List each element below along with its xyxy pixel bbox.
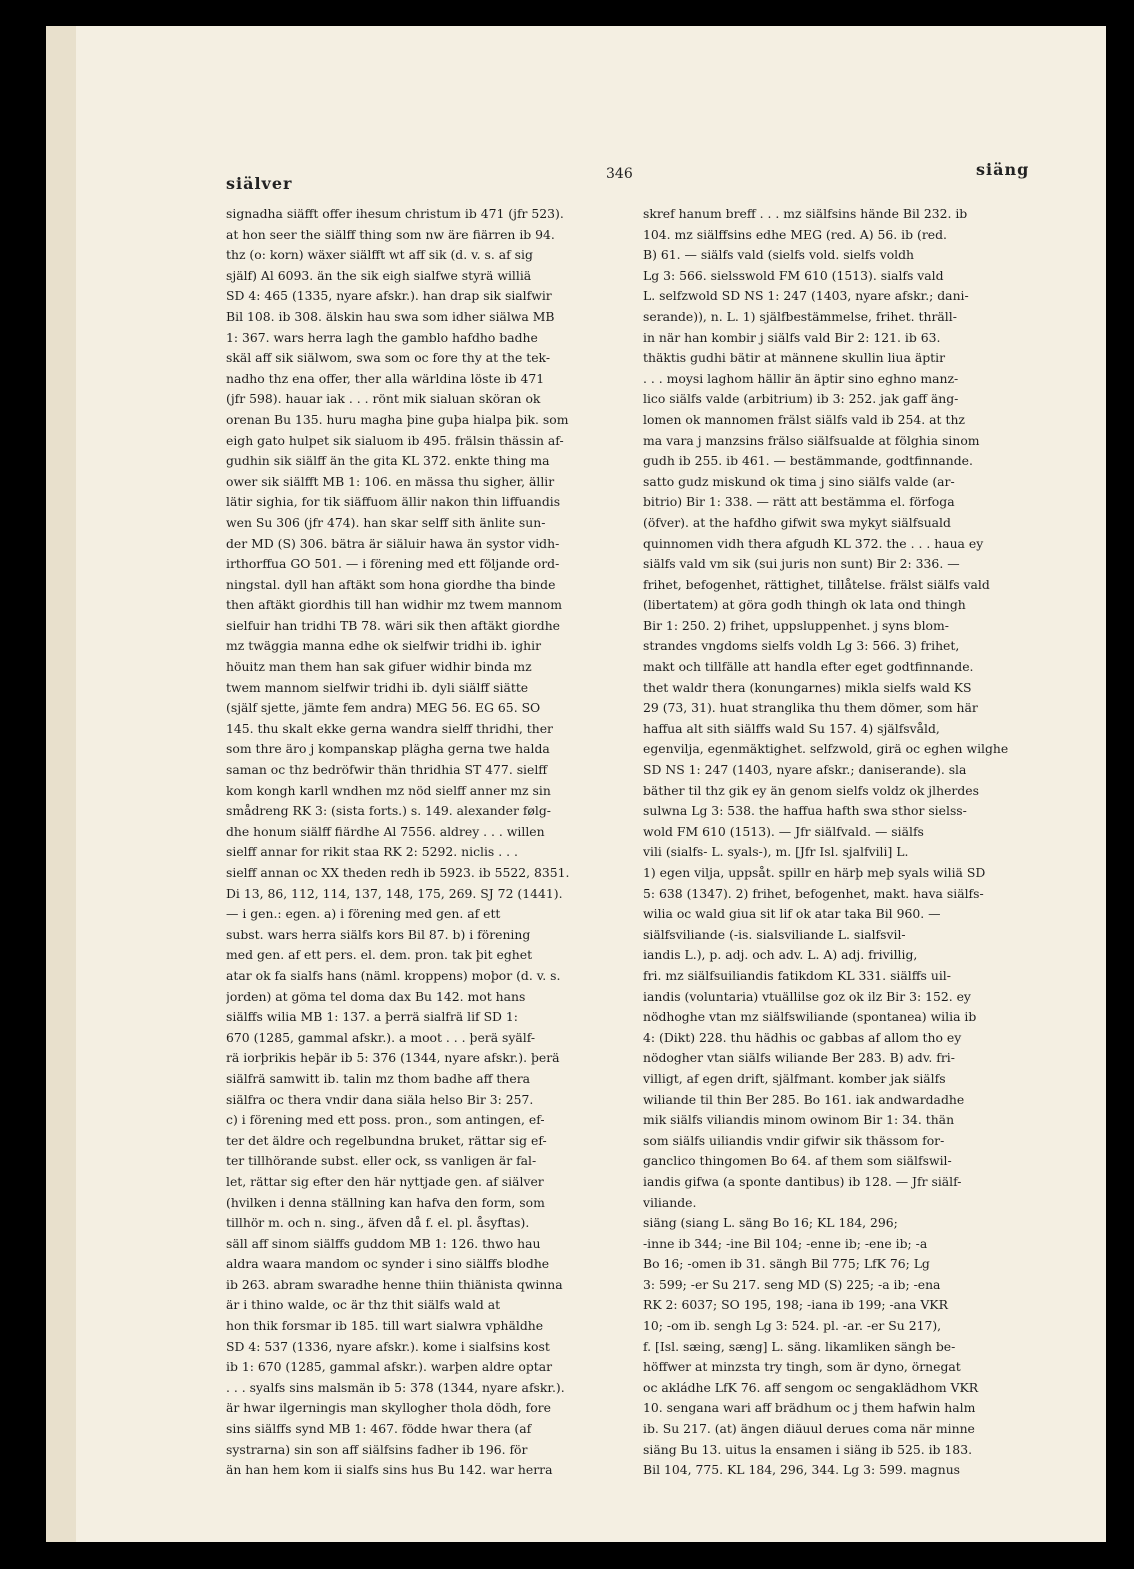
text-line: själf) Al 6093. än the sik eigh sialfwe styrä williä bbox=[226, 267, 532, 283]
text-line: Di 13, 86, 112, 114, 137, 148, 175, 269. SJ 72 (1441). bbox=[226, 885, 563, 901]
text-line: iandis L.), p. adj. och adv. L. A) adj. frivillig, bbox=[643, 947, 918, 963]
text-line: ib 263. abram swaradhe henne thiin thiänista qwinna bbox=[226, 1276, 563, 1292]
text-line: 10; -om ib. sengh Lg 3: 524. pl. -ar. -er Su 217), bbox=[643, 1318, 942, 1334]
text-line: ter tillhörande subst. eller ock, ss vanligen är fal- bbox=[226, 1153, 537, 1169]
text-line: nödhoghe vtan mz siälfswiliande (spontanea) wilia ib bbox=[643, 1009, 977, 1025]
text-line: är hwar ilgerningis man skyllogher thola dödh, fore bbox=[226, 1400, 551, 1416]
text-line: ib 1: 670 (1285, gammal afskr.). warþen aldre optar bbox=[226, 1359, 553, 1375]
text-line: SD NS 1: 247 (1403, nyare afskr.; daniserande). sla bbox=[643, 762, 967, 778]
text-line: aldra waara mandom oc synder i sino siälffs blodhe bbox=[226, 1256, 550, 1272]
text-line: then aftäkt giordhis till han widhir mz twem mannom bbox=[226, 597, 562, 613]
header-right-guideword: siäng bbox=[976, 160, 1030, 179]
page-number: 346 bbox=[606, 166, 633, 182]
text-line: nödogher vtan siälfs wiliande Ber 283. B) adv. fri- bbox=[643, 1050, 955, 1066]
text-line: satto gudz miskund ok tima j sino siälfs valde (ar- bbox=[643, 473, 955, 489]
left-column bbox=[226, 204, 631, 1481]
text-line: mik siälfs viliandis minom owinom Bir 1: 34. thän bbox=[643, 1112, 955, 1128]
text-line: ower sik siälfft MB 1: 106. en mässa thu sigher, ällir bbox=[226, 473, 555, 489]
text-line: systrarna) sin son aff siälfsins fadher ib 196. för bbox=[226, 1441, 528, 1457]
text-line: -inne ib 344; -ine Bil 104; -enne ib; -ene ib; -a bbox=[643, 1235, 928, 1251]
text-line: dhe honum siälff fiärdhe Al 7556. aldrey . . . willen bbox=[226, 823, 545, 839]
text-line: 1: 367. wars herra lagh the gamblo hafdho badhe bbox=[226, 329, 538, 345]
right-column bbox=[643, 204, 1063, 1481]
text-line: som siälfs uiliandis vndir gifwir sik thässom for- bbox=[643, 1132, 945, 1148]
text-line: gudh ib 255. ib 461. — bestämmande, godtfinnande. bbox=[643, 453, 973, 469]
text-line: siälfrä samwitt ib. talin mz thom badhe aff thera bbox=[226, 1070, 531, 1086]
text-line: vili (sialfs- L. syals-), m. [Jfr Isl. sjalfvili] L. bbox=[643, 844, 909, 860]
text-line: sielff annan oc XX theden redh ib 5923. ib 5522, 8351. bbox=[226, 865, 570, 880]
text-line: siälffs wilia MB 1: 137. a þerrä sialfrä lif SD 1: bbox=[226, 1009, 518, 1025]
text-line: SD 4: 537 (1336, nyare afskr.). kome i sialfsins kost bbox=[226, 1338, 550, 1354]
text-line: höffwer at minzsta try tingh, som är dyno, örnegat bbox=[643, 1359, 961, 1375]
text-line: iandis gifwa (a sponte dantibus) ib 128. — Jfr siälf- bbox=[643, 1173, 962, 1189]
text-line: fri. mz siälfsuiliandis fatikdom KL 331. siälffs uil- bbox=[643, 967, 951, 983]
text-line: siäng Bu 13. uitus la ensamen i siäng ib 525. ib 183. bbox=[643, 1441, 973, 1457]
text-line: 670 (1285, gammal afskr.). a moot . . . þerä syälf- bbox=[226, 1029, 536, 1045]
text-line: gudhin sik siälff än the gita KL 372. enkte thing ma bbox=[226, 453, 550, 469]
text-line: subst. wars herra siälfs kors Bil 87. b) i förening bbox=[226, 926, 531, 942]
page-header bbox=[76, 146, 1106, 193]
text-line: nadho thz ena offer, ther alla wärldina löste ib 471 bbox=[226, 370, 545, 386]
text-line: siälfra oc thera vndir dana siäla helso Bir 3: 257. bbox=[226, 1091, 534, 1107]
text-line: tillhör m. och n. sing., äfven då f. el. pl. åsyftas). bbox=[226, 1215, 530, 1231]
text-line: rä iorþrikis heþär ib 5: 376 (1344, nyare afskr.). þerä bbox=[226, 1050, 560, 1066]
text-line: bäther til thz gik ey än genom sielfs voldz ok jlherdes bbox=[643, 782, 979, 798]
text-line: sins siälffs synd MB 1: 467. födde hwar thera (af bbox=[226, 1421, 532, 1437]
text-line: 4: (Dikt) 228. thu hädhis oc gabbas af allom tho ey bbox=[643, 1029, 962, 1045]
text-line: thäktis gudhi bätir at männene skullin liua äptir bbox=[643, 350, 945, 366]
text-line: . . . moysi laghom hällir än äptir sino eghno manz- bbox=[643, 370, 959, 386]
text-line: irthorffua GO 501. — i förening med ett följande ord- bbox=[226, 556, 560, 572]
text-line: jorden) at göma tel doma dax Bu 142. mot hans bbox=[226, 988, 526, 1004]
text-line: wen Su 306 (jfr 474). han skar selff sith änlite sun- bbox=[226, 514, 546, 530]
text-line: SD 4: 465 (1335, nyare afskr.). han drap sik sialfwir bbox=[226, 288, 552, 304]
text-line: höuitz man them han sak gifuer widhir binda mz bbox=[226, 659, 532, 675]
text-line: 1) egen vilja, uppsåt. spillr en härþ meþ syals wiliä SD bbox=[643, 865, 986, 880]
text-line: atar ok fa sialfs hans (näml. kroppens) moþor (d. v. s. bbox=[226, 967, 561, 983]
text-line: smådreng RK 3: (sista forts.) s. 149. alexander følg- bbox=[226, 803, 551, 819]
text-line: villigt, af egen drift, själfmant. komber jak siälfs bbox=[643, 1070, 946, 1086]
text-line: är i thino walde, oc är thz thit siälfs wald at bbox=[226, 1297, 501, 1313]
text-line: 10. sengana wari aff brädhum oc j them hafwin halm bbox=[643, 1400, 976, 1416]
text-line: strandes vngdoms sielfs voldh Lg 3: 566. 3) frihet, bbox=[643, 638, 960, 654]
text-line: quinnomen vidh thera afgudh KL 372. the . . . haua ey bbox=[643, 535, 984, 551]
text-line: at hon seer the siälff thing som nw äre fiärren ib 94. bbox=[226, 226, 555, 242]
text-line: thz (o: korn) wäxer siälfft wt aff sik (d. v. s. af sig bbox=[226, 247, 533, 263]
text-line: lomen ok mannomen frälst siälfs vald ib 254. at thz bbox=[643, 411, 965, 427]
text-line: . . . syalfs sins malsmän ib 5: 378 (1344, nyare afskr.). bbox=[226, 1379, 565, 1395]
text-line: sielff annar for rikit staa RK 2: 5292. niclis . . . bbox=[226, 844, 518, 860]
text-line: Bo 16; -omen ib 31. sängh Bil 775; LfK 76; Lg bbox=[643, 1256, 930, 1272]
text-line: som thre äro j kompanskap plägha gerna twe halda bbox=[226, 741, 550, 757]
text-line: hon thik forsmar ib 185. till wart sialwra vphäldhe bbox=[226, 1318, 544, 1334]
text-line: skref hanum breff . . . mz siälfsins hände Bil 232. ib bbox=[643, 206, 968, 221]
text-line: wilia oc wald giua sit lif ok atar taka Bil 960. — bbox=[643, 906, 941, 922]
text-line: viliande. bbox=[643, 1194, 697, 1210]
text-line: let, rättar sig efter den här nyttjade gen. af siälver bbox=[226, 1173, 544, 1189]
text-line: 145. thu skalt ekke gerna wandra sielff thridhi, ther bbox=[226, 720, 553, 736]
scan-frame bbox=[46, 26, 1106, 1542]
header-left-guideword: siälver bbox=[226, 174, 293, 193]
text-line: egenvilja, egenmäktighet. selfzwold, girä oc eghen wilghe bbox=[643, 741, 1009, 757]
text-line: serande)), n. L. 1) själfbestämmelse, frihet. thräll- bbox=[643, 308, 957, 324]
text-line: orenan Bu 135. huru magha þine guþa hialpa þik. som bbox=[226, 411, 569, 427]
text-line: ib. Su 217. (at) ängen diäuul derues coma när minne bbox=[643, 1421, 975, 1437]
text-line: skäl aff sik siälwom, swa som oc fore thy at the tek- bbox=[226, 350, 551, 366]
text-line: bitrio) Bir 1: 338. — rätt att bestämma el. förfoga bbox=[643, 494, 955, 510]
text-line: (öfver). at the hafdho gifwit swa mykyt siälfsuald bbox=[643, 514, 951, 530]
text-line: c) i förening med ett poss. pron., som antingen, ef- bbox=[226, 1112, 545, 1128]
text-line: Bil 104, 775. KL 184, 296, 344. Lg 3: 599. magnus bbox=[643, 1462, 961, 1478]
text-line: säll aff sinom siälffs guddom MB 1: 126. thwo hau bbox=[226, 1235, 541, 1251]
text-line: f. [Isl. sæing, sæng] L. säng. likamliken sängh be- bbox=[643, 1338, 956, 1354]
text-line: der MD (S) 306. bätra är siäluir hawa än systor vidh- bbox=[226, 535, 560, 551]
text-line: wiliande til thin Ber 285. Bo 161. iak andwardadhe bbox=[643, 1091, 965, 1107]
text-line: (hvilken i denna ställning kan hafva den form, som bbox=[226, 1194, 545, 1210]
text-line: 3: 599; -er Su 217. seng MD (S) 225; -a ib; -ena bbox=[643, 1276, 941, 1292]
text-line: L. selfzwold SD NS 1: 247 (1403, nyare afskr.; dani- bbox=[643, 288, 969, 304]
text-line: wold FM 610 (1513). — Jfr siälfvald. — siälfs bbox=[643, 823, 924, 839]
text-line: iandis (voluntaria) vtuällilse goz ok ilz Bir 3: 152. ey bbox=[643, 988, 971, 1004]
text-line: B) 61. — siälfs vald (sielfs vold. sielfs voldh bbox=[643, 247, 915, 263]
text-line: sielfuir han tridhi TB 78. wäri sik then aftäkt giordhe bbox=[226, 617, 561, 633]
text-line: — i gen.: egen. a) i förening med gen. af ett bbox=[226, 906, 501, 922]
text-line: ningstal. dyll han aftäkt som hona giordhe tha binde bbox=[226, 576, 556, 592]
text-line: siälfs vald vm sik (sui juris non sunt) Bir 2: 336. — bbox=[643, 556, 960, 572]
text-line: 5: 638 (1347). 2) frihet, befogenhet, makt. hava siälfs- bbox=[643, 885, 984, 901]
text-line: oc akládhe LfK 76. aff sengom oc sengaklädhom VKR bbox=[643, 1379, 979, 1395]
text-line: makt och tillfälle att handla efter eget godtfinnande. bbox=[643, 659, 974, 675]
text-line: frihet, befogenhet, rättighet, tillåtelse. frälst siälfs vald bbox=[643, 576, 990, 592]
text-line: ganclico thingomen Bo 64. af them som siälfswil- bbox=[643, 1153, 952, 1169]
text-line: in när han kombir j siälfs vald Bir 2: 121. ib 63. bbox=[643, 329, 941, 345]
text-line: Bir 1: 250. 2) frihet, uppsluppenhet. j syns blom- bbox=[643, 617, 949, 633]
dictionary-page bbox=[76, 26, 1106, 1542]
text-line: Bil 108. ib 308. älskin hau swa som idher siälwa MB bbox=[226, 308, 555, 324]
text-line: siäng (siang L. säng Bo 16; KL 184, 296; bbox=[643, 1215, 898, 1231]
text-line: 29 (73, 31). huat stranglika thu them dömer, som här bbox=[643, 700, 978, 716]
text-line: lico siälfs valde (arbitrium) ib 3: 252. jak gaff äng- bbox=[643, 391, 959, 407]
text-line: med gen. af ett pers. el. dem. pron. tak þit eghet bbox=[226, 947, 533, 963]
text-line: siälfsviliande (-is. sialsviliande L. sialfsvil- bbox=[643, 926, 906, 942]
text-line: thet waldr thera (konungarnes) mikla sielfs wald KS bbox=[643, 679, 972, 695]
text-line: twem mannom sielfwir tridhi ib. dyli siälff siätte bbox=[226, 679, 529, 695]
text-line: lätir sighia, for tik siäffuom ällir nakon thin liffuandis bbox=[226, 494, 561, 510]
text-line: sulwna Lg 3: 538. the haffua hafth swa sthor sielss- bbox=[643, 803, 967, 819]
text-line: haffua alt sith siälffs wald Su 157. 4) själfsvåld, bbox=[643, 720, 940, 736]
text-line: Lg 3: 566. sielsswold FM 610 (1513). sialfs vald bbox=[643, 267, 944, 283]
text-line: mz twäggia manna edhe ok sielfwir tridhi ib. ighir bbox=[226, 638, 542, 654]
text-line: ter det äldre och regelbundna bruket, rättar sig ef- bbox=[226, 1132, 547, 1148]
text-line: 104. mz siälffsins edhe MEG (red. A) 56. ib (red. bbox=[643, 226, 947, 242]
text-line: (själf sjette, jämte fem andra) MEG 56. EG 65. SO bbox=[226, 700, 541, 716]
text-line: än han hem kom ii sialfs sins hus Bu 142. war herra bbox=[226, 1462, 553, 1478]
text-line: saman oc thz bedröfwir thän thridhia ST 477. sielff bbox=[226, 762, 548, 778]
text-line: signadha siäfft offer ihesum christum ib 471 (jfr 523). bbox=[226, 206, 564, 221]
text-line: RK 2: 6037; SO 195, 198; -iana ib 199; -ana VKR bbox=[643, 1297, 948, 1313]
text-line: ma vara j manzsins frälso siälfsualde at fölghia sinom bbox=[643, 432, 980, 448]
text-line: kom kongh karll wndhen mz nöd sielff anner mz sin bbox=[226, 782, 551, 798]
text-line: (libertatem) at göra godh thingh ok lata ond thingh bbox=[643, 597, 966, 613]
text-line: (jfr 598). hauar iak . . . rönt mik sialuan sköran ok bbox=[226, 391, 541, 407]
text-line: eigh gato hulpet sik sialuom ib 495. frälsin thässin af- bbox=[226, 432, 564, 448]
